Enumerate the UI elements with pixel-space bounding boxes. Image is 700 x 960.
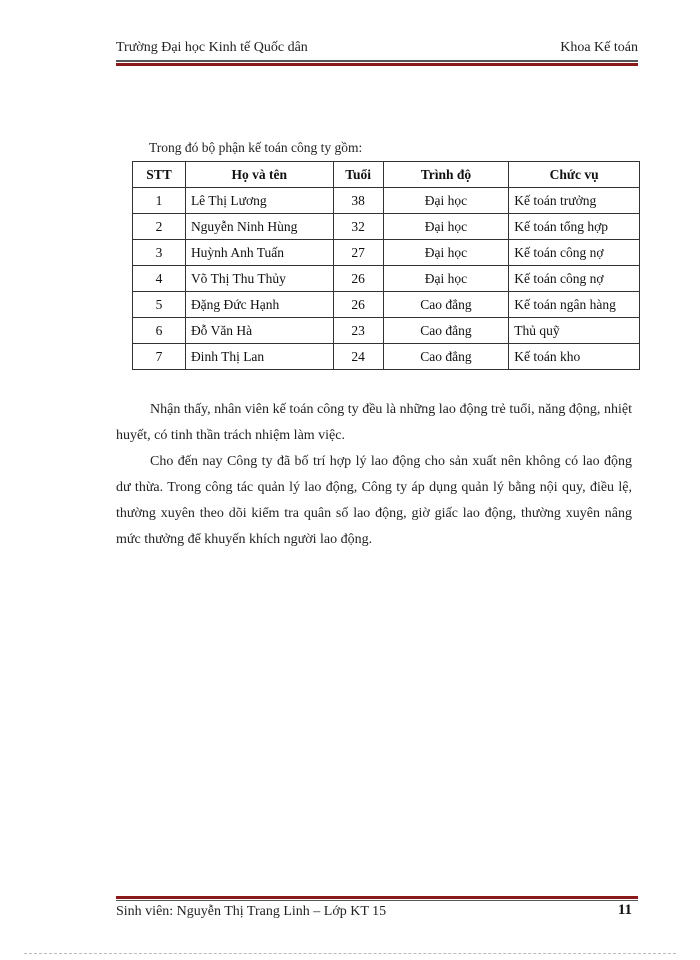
paragraph-labor-management: Cho đến nay Công ty đã bố trí hợp lý lao động cho sản xuất nên không có lao động dư thừa. Trong công tác quản lý lao động, Công ty áp dụng quản lý bằng nội quy, điều lệ, thường xuyên theo dõi kiểm tra quân số lao động, giờ giấc lao động, thường xuyên nâng mức thưởng để khuyến khích người lao động. <box>116 454 632 547</box>
footer-rule-accent <box>116 896 638 899</box>
cell-qualification: Cao đẳng <box>383 318 509 344</box>
header-faculty: Khoa Kế toán <box>560 40 638 55</box>
cell-qualification: Đại học <box>383 188 509 214</box>
col-header-name: Họ và tên <box>185 162 333 188</box>
table-row <box>133 188 640 214</box>
col-header-position: Chức vụ <box>509 162 640 188</box>
col-header-stt: STT <box>133 162 186 188</box>
cell-name: Lê Thị Lương <box>185 188 333 214</box>
cell-qualification: Đại học <box>383 240 509 266</box>
page-header <box>116 38 638 60</box>
cell-stt: 3 <box>133 240 186 266</box>
table-row <box>133 344 640 370</box>
cell-name: Võ Thị Thu Thủy <box>185 266 333 292</box>
table-row <box>133 266 640 292</box>
cell-position: Kế toán tổng hợp <box>509 214 640 240</box>
cell-qualification: Đại học <box>383 214 509 240</box>
cell-position: Kế toán công nợ <box>509 266 640 292</box>
cell-stt: 7 <box>133 344 186 370</box>
table-row <box>133 214 640 240</box>
cell-stt: 5 <box>133 292 186 318</box>
cell-qualification: Cao đẳng <box>383 292 509 318</box>
cell-position: Kế toán trưởng <box>509 188 640 214</box>
cell-age: 24 <box>333 344 383 370</box>
cell-stt: 6 <box>133 318 186 344</box>
table-intro: Trong đó bộ phận kế toán công ty gồm: <box>149 140 363 155</box>
cell-name: Đỗ Văn Hà <box>185 318 333 344</box>
cell-age: 23 <box>333 318 383 344</box>
header-rule-accent <box>116 63 638 66</box>
page-number: 11 <box>617 902 632 918</box>
page-edge <box>24 953 676 954</box>
table-row <box>133 292 640 318</box>
footer-rule <box>116 900 638 901</box>
cell-age: 26 <box>333 266 383 292</box>
paragraph-observation: Nhận thấy, nhân viên kế toán công ty đều là những lao động trẻ tuổi, năng động, nhiệt huyết, có tinh thần trách nhiệm làm việc. <box>116 402 632 443</box>
cell-name: Đặng Đức Hạnh <box>185 292 333 318</box>
cell-age: 27 <box>333 240 383 266</box>
cell-stt: 4 <box>133 266 186 292</box>
cell-qualification: Đại học <box>383 266 509 292</box>
cell-age: 26 <box>333 292 383 318</box>
col-header-qualification: Trình độ <box>383 162 509 188</box>
cell-age: 38 <box>333 188 383 214</box>
cell-position: Kế toán kho <box>509 344 640 370</box>
cell-name: Đinh Thị Lan <box>185 344 333 370</box>
cell-name: Huỳnh Anh Tuấn <box>185 240 333 266</box>
col-header-age: Tuổi <box>333 162 383 188</box>
table-row <box>133 240 640 266</box>
header-rule <box>116 60 638 62</box>
footer-student-info: Sinh viên: Nguyễn Thị Trang Linh – Lớp KT 15 <box>116 904 387 919</box>
cell-stt: 2 <box>133 214 186 240</box>
cell-position: Thủ quỹ <box>509 318 640 344</box>
header-university: Trường Đại học Kinh tế Quốc dân <box>116 40 308 55</box>
cell-position: Kế toán công nợ <box>509 240 640 266</box>
cell-age: 32 <box>333 214 383 240</box>
staff-table <box>132 161 640 370</box>
cell-qualification: Cao đẳng <box>383 344 509 370</box>
table-row <box>133 318 640 344</box>
cell-name: Nguyễn Ninh Hùng <box>185 214 333 240</box>
table-header-row <box>133 162 640 188</box>
cell-stt: 1 <box>133 188 186 214</box>
cell-position: Kế toán ngân hàng <box>509 292 640 318</box>
